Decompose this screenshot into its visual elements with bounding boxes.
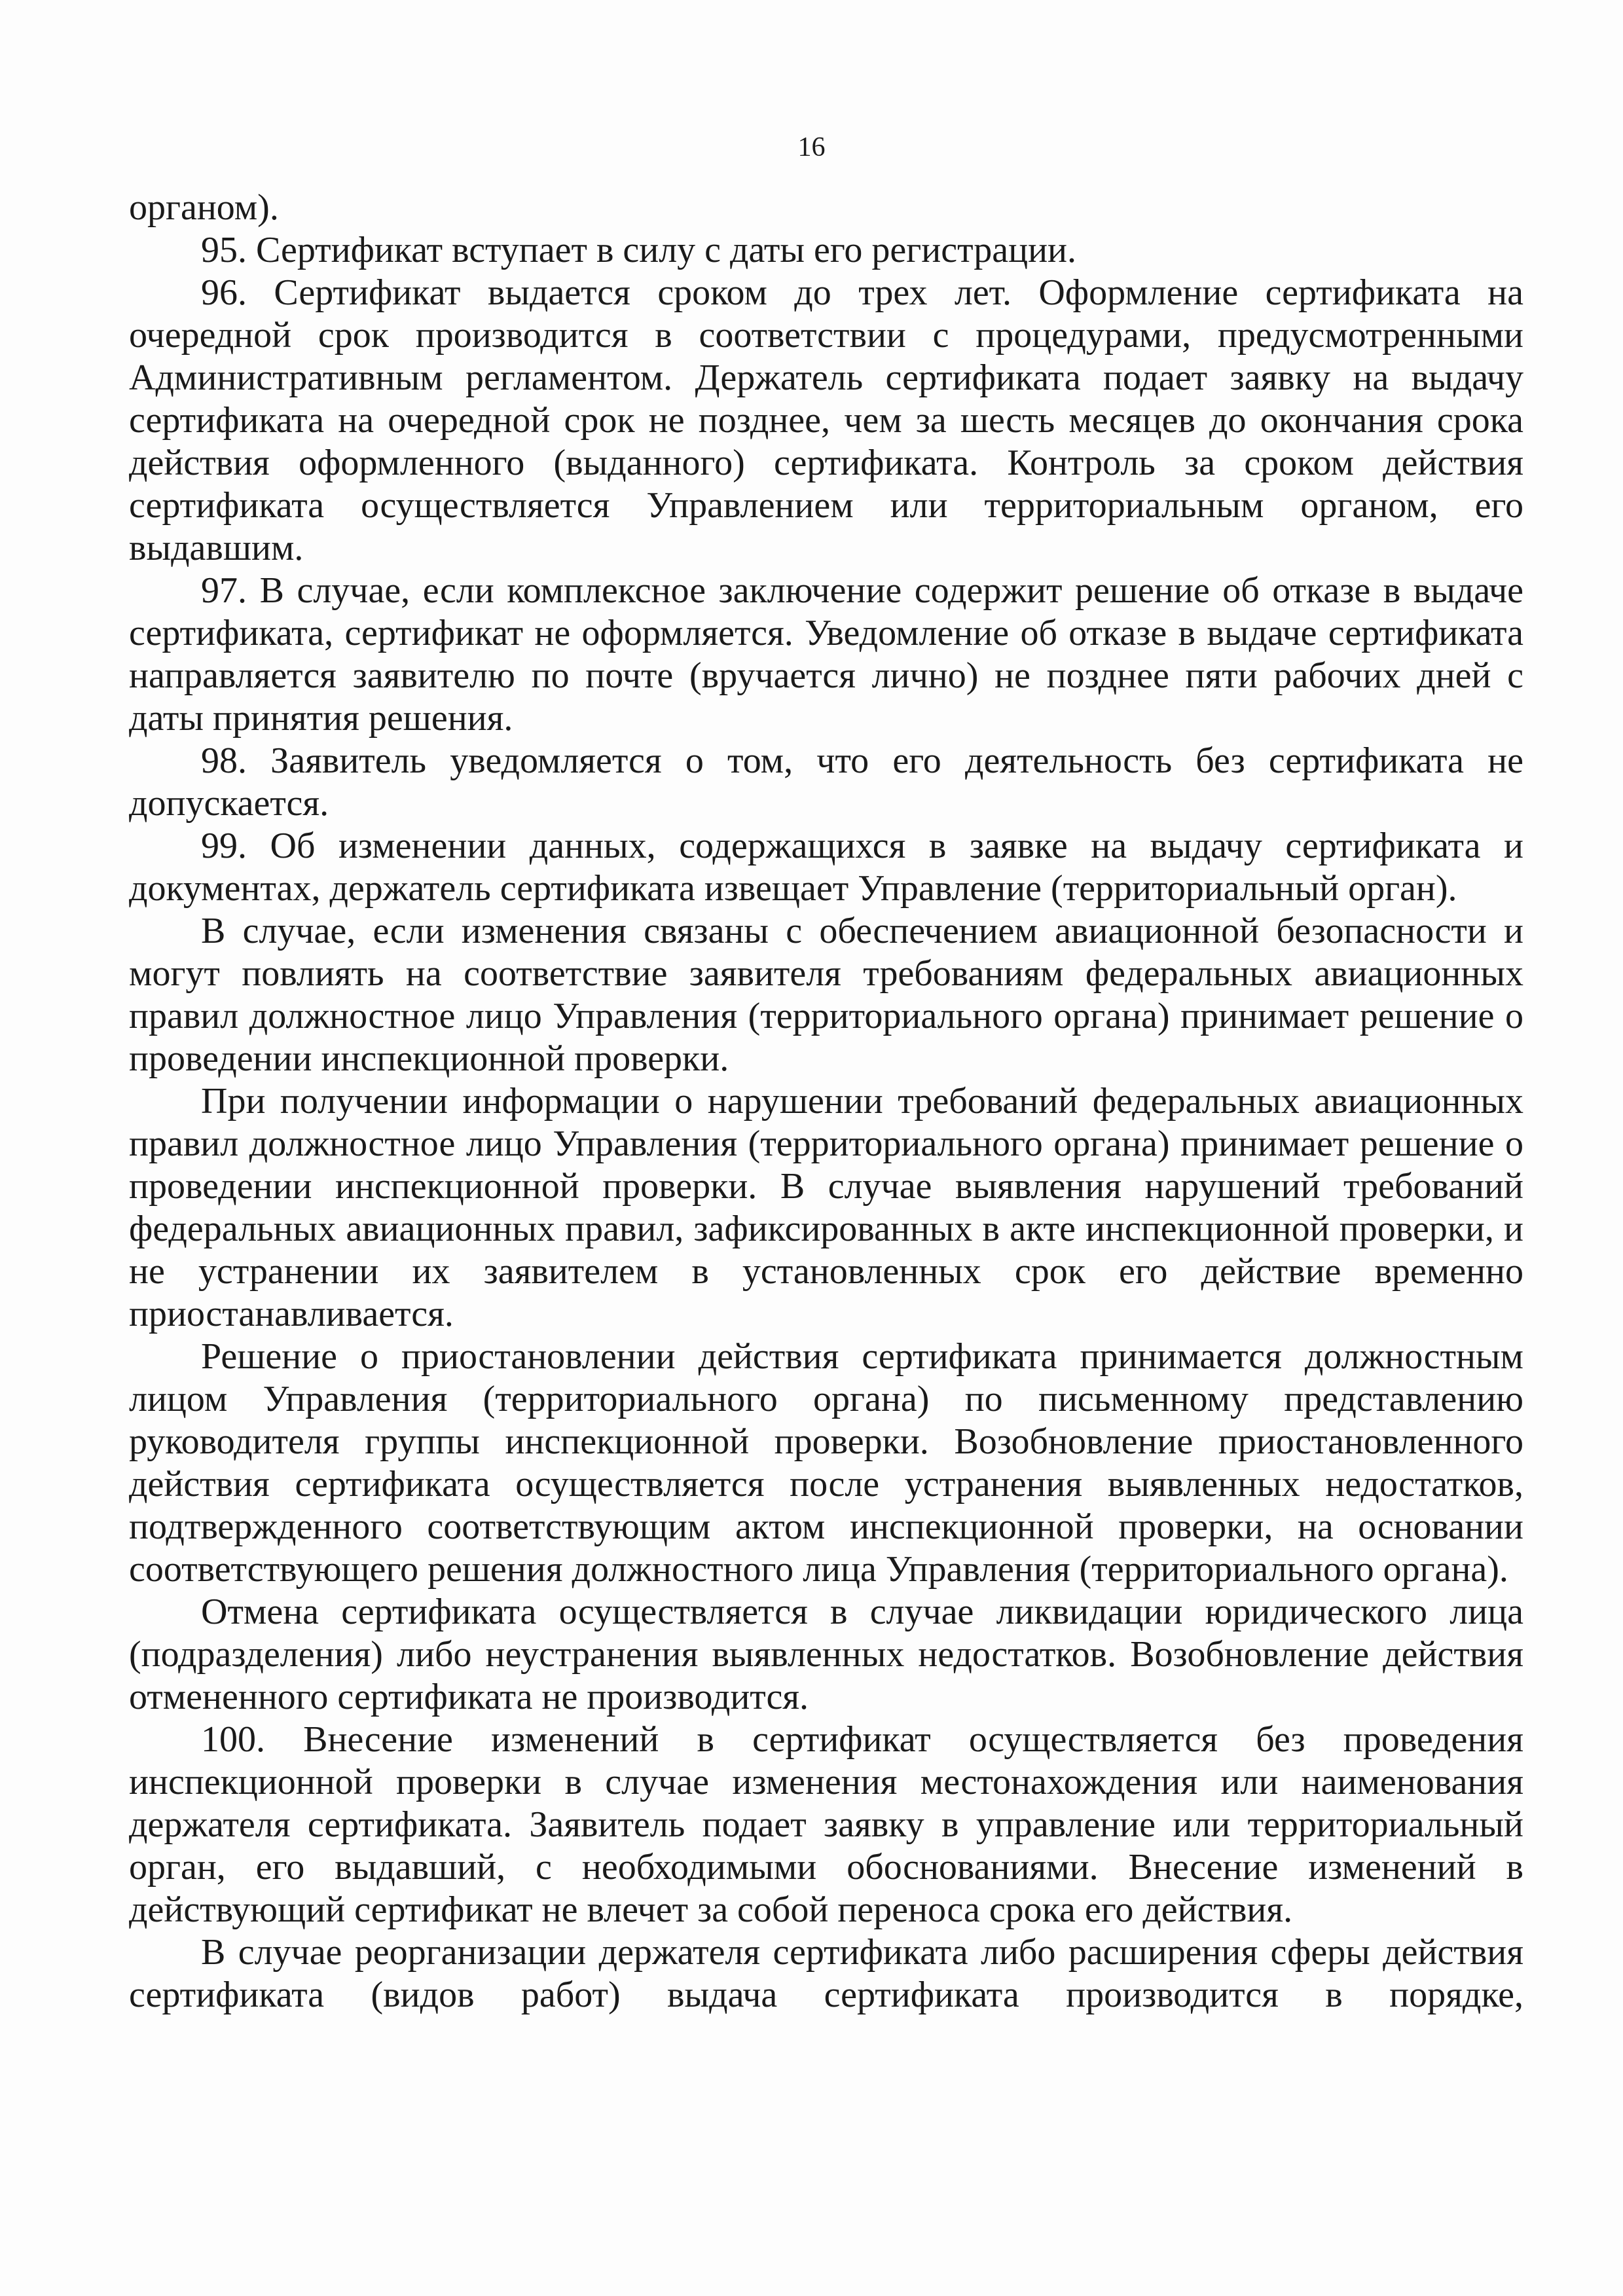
paragraph-99-cancellation: Отмена сертификата осуществляется в случае ликвидации юридического лица (подразделения) либо неустранения выявленных недостатков. Возобновление действия отмененного сертификата не производится. (129, 1592, 1523, 1717)
paragraph-99-changes: В случае, если изменения связаны с обеспечением авиационной безопасности и могут повлиять на соответствие заявителя требованиям федеральных авиационных правил должностное лицо Управления (территориального органа) принимает решение о проведении инспекционной проверки. (129, 911, 1523, 1079)
paragraph-98: 98. Заявитель уведомляется о том, что его деятельность без сертификата не допускается. (129, 740, 1523, 824)
paragraph-95: 95. Сертификат вступает в силу с даты его регистрации. (201, 230, 1076, 270)
paragraph-99-violations: При получении информации о нарушении требований федеральных авиационных правил должностное лицо Управления (территориального органа) принимает решение о проведении инспекционной проверки. В случае выявления нарушений требований федеральных авиационных правил, зафиксированных в акте инспекционной проверки, и не устранении их заявителем в установленных срок его действие временно приостанавливается. (129, 1081, 1523, 1334)
document-body (129, 187, 1523, 2016)
paragraph-continuation: органом). (129, 187, 279, 228)
paragraph-99-suspension: Решение о приостановлении действия сертификата принимается должностным лицом Управления (территориального органа) по письменному представлению руководителя группы инспекционной проверки. Возобновление приостановленного действия сертификата осуществляется после устранения выявленных недостатков, подтвержденного соответствующим актом инспекционной проверки, на основании соответствующего решения должностного лица Управления (территориального органа). (129, 1336, 1523, 1590)
page-number: 16 (797, 132, 826, 162)
paragraph-97: 97. В случае, если комплексное заключение содержит решение об отказе в выдаче сертификата, сертификат не оформляется. Уведомление об отказе в выдаче сертификата направляется заявителю по почте (вручается лично) не позднее пяти рабочих дней с даты принятия решения. (129, 570, 1523, 738)
paragraph-100: 100. Внесение изменений в сертификат осуществляется без проведения инспекционной проверки в случае изменения местонахождения или наименования держателя сертификата. Заявитель подает заявку в управление или территориальный орган, его выдавший, с необходимыми обоснованиями. Внесение изменений в действующий сертификат не влечет за собой переноса срока его действия. (129, 1719, 1523, 1930)
paragraph-100-reorganization: В случае реорганизации держателя сертификата либо расширения сферы действия сертификата (видов работ) выдача сертификата производится в порядке, (129, 1932, 1523, 2015)
paragraph-99: 99. Об изменении данных, содержащихся в заявке на выдачу сертификата и документах, держатель сертификата извещает Управление (территориальный орган). (129, 826, 1523, 909)
paragraph-96: 96. Сертификат выдается сроком до трех лет. Оформление сертификата на очередной срок производится в соответствии с процедурами, предусмотренными Административным регламентом. Держатель сертификата подает заявку на выдачу сертификата на очередной срок не позднее, чем за шесть месяцев до окончания срока действия оформленного (выданного) сертификата. Контроль за сроком действия сертификата осуществляется Управлением или территориальным органом, его выдавшим. (129, 272, 1523, 568)
